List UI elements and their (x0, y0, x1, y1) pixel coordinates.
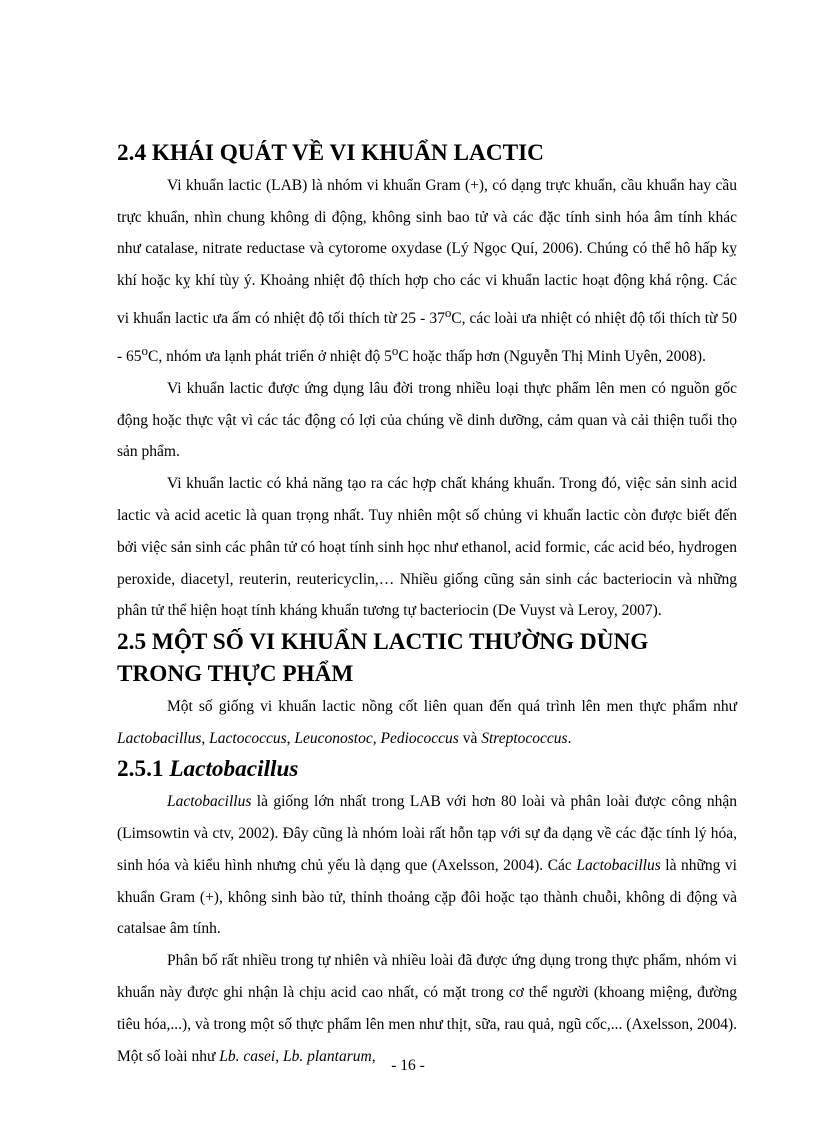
paragraph-lab-applications (117, 373, 737, 468)
text-segment: Vi khuẩn lactic (LAB) là nhóm vi khuẩn Gram (+), có dạng trực khuẩn, cầu khuẩn hay cầu trực khuẩn, nhìn chung không di động, không sinh bao tử và các đặc tính sinh hóa âm tính khác như catalase, nitrate reductase và cytorome oxydase (Lý Ngọc Quí, 2006). Chúng có thể hô hấp kỵ khí hoặc kỵ khí tùy ý. Khoảng nhiệt độ thích hợp cho các vi khuẩn lactic hoạt động khá rộng. Các vi khuẩn lactic ưa ấm có nhiệt độ tối thích từ 25 - 37 (117, 176, 737, 328)
text-segment: Phân bố rất nhiều trong tự nhiên và nhiều loài đã được ứng dụng trong thực phẩm, nhóm vi khuẩn này được ghi nhận là chịu acid cao nhất, có mặt trong cơ thể người (khoang miệng, đường tiêu hóa,...), và trong một số thực phẩm lên men như thịt, sữa, rau quả, ngũ cốc,... (Axelsson, 2004). Một số loài như (117, 952, 737, 1065)
document-page (117, 138, 737, 1072)
text-segment: Vi khuẩn lactic có khả năng tạo ra các hợp chất kháng khuẩn. Trong đó, việc sản sinh acid lactic và acid acetic là quan trọng nhất. Tuy nhiên một số chủng vi khuẩn lactic còn được biết đến bởi việc sản sinh các phân tử có hoạt tính sinh học như ethanol, acid formic, các acid béo, hydrogen peroxide, diacetyl, reuterin, reutericyclin,… Nhiều giống cũng sản sinh các bacteriocin và những phân tử thể hiện hoạt tính kháng khuẩn tương tự bacteriocin (De Vuyst và Leroy, 2007). (117, 475, 737, 620)
text-segment: 2.5.1 (117, 756, 170, 783)
text-segment: 2.4 KHÁI QUÁT VỀ VI KHUẨN LACTIC (117, 140, 544, 166)
text-segment: , (372, 729, 381, 747)
text-segment: , (286, 729, 295, 747)
text-segment: , (201, 729, 210, 747)
text-segment: là giống lớn nhất trong LAB với hơn 80 loài và phân loài được công nhận (Limsowtin và ctv, 2002). Đây cũng là nhóm loài rất hỗn tạp với sự đa dạng về các đặc tính lý hóa, sinh hóa và kiểu hình nhưng chủ yếu là dạng que (Axelsson, 2004). Các (117, 793, 737, 874)
text-segment: là những vi khuẩn Gram (+), không sinh bào tử, thỉnh thoảng cặp đôi hoặc tạo thành chuỗi, không di động và catalsae âm tính. (117, 856, 737, 938)
italic-term: Lb. plantarum (282, 1047, 372, 1065)
italic-term: Lactobacillus (167, 793, 252, 811)
italic-term: Lactobacillus (117, 729, 202, 747)
text-segment: , (275, 1047, 283, 1065)
paragraph-lactobacillus-overview (117, 786, 737, 945)
paragraph-lab-antimicrobial (117, 468, 737, 627)
page-number: - 16 - (391, 1057, 425, 1074)
text-segment: Một số giống vi khuẩn lactic nồng cốt liên quan đến quá trình lên men thực phẩm như (167, 697, 737, 715)
text-segment: C, nhóm ưa lạnh phát triển ở nhiệt độ 5 (148, 348, 392, 366)
text-segment: . (567, 729, 572, 747)
superscript-degree: o (391, 342, 399, 358)
text-segment: C, các loài ưa nhiệt có nhiệt độ tối thích từ 50 - 65 (117, 310, 737, 366)
italic-term: Leuconostoc (294, 729, 373, 747)
text-segment: , (371, 1047, 376, 1065)
italic-term: Lb. casei (219, 1047, 276, 1065)
section-heading-2-4 (117, 138, 737, 170)
italic-term: Pediococcus (380, 729, 459, 747)
text-segment: và (458, 729, 482, 747)
section-heading-2-5 (117, 627, 737, 691)
italic-term: Streptococcus (481, 729, 568, 747)
italic-term: Lactobacillus (576, 856, 661, 874)
paragraph-lab-genera (117, 691, 737, 755)
superscript-degree: o (141, 342, 148, 358)
section-heading-2-5-1 (117, 754, 737, 786)
text-segment: C hoặc thấp hơn (Nguyễn Thị Minh Uyên, 2008). (398, 348, 706, 366)
text-segment: Vi khuẩn lactic được ứng dụng lâu đời trong nhiều loại thực phẩm lên men có nguồn gốc động hoặc thực vật vì các tác động có lợi của chúng về dinh dưỡng, cảm quan và cải thiện tuổi thọ sản phẩm. (117, 379, 737, 461)
superscript-degree: o (444, 304, 452, 320)
text-segment: 2.5 MỘT SỐ VI KHUẨN LACTIC THƯỜNG DÙNG TRONG THỰC PHẨM (117, 629, 649, 688)
paragraph-lab-definition (117, 170, 737, 373)
italic-term: Lactobacillus (169, 756, 299, 783)
paragraph-lactobacillus-distribution (117, 945, 737, 1072)
italic-term: Lactococcus (209, 729, 287, 747)
